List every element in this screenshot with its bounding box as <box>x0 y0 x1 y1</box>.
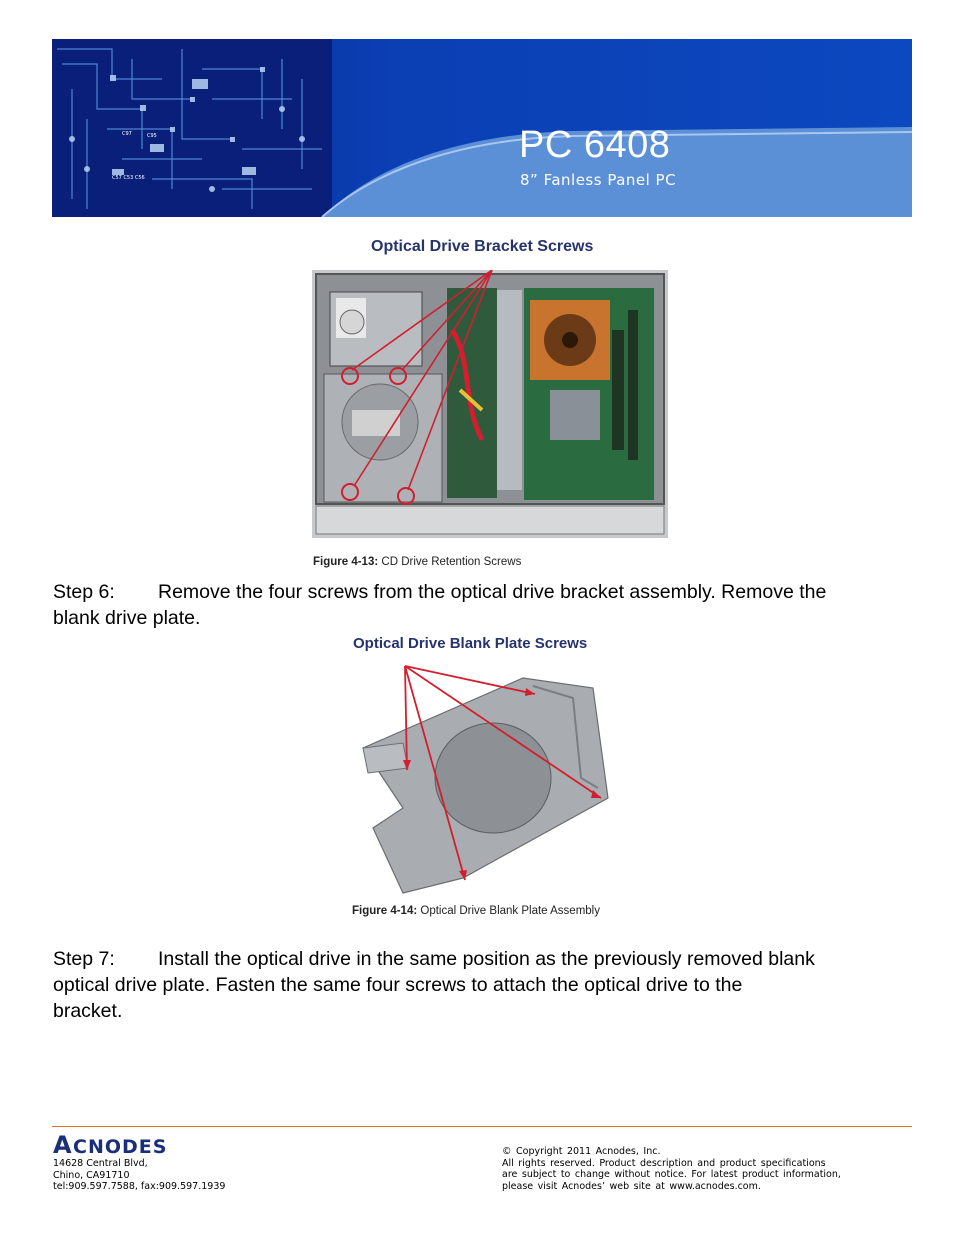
svg-text:A: A <box>53 1131 73 1157</box>
figure1-caption-text: CD Drive Retention Screws <box>378 556 522 568</box>
step6-line1: Remove the four screws from the optical drive bracket assembly. Remove the <box>158 581 827 603</box>
address-line: Chino, CA91710 <box>53 1169 130 1181</box>
step7-paragraph <box>53 946 815 1024</box>
svg-text:CNODES: CNODES <box>73 1136 168 1157</box>
step7-line2: optical drive plate. Fasten the same four screws to attach the optical drive to the <box>53 974 743 996</box>
svg-text:C57 C53 C56: C57 C53 C56 <box>112 175 145 181</box>
step6-paragraph <box>53 579 826 631</box>
figure2-caption-text: Optical Drive Blank Plate Assembly <box>417 905 600 917</box>
address-line: 14628 Central Blvd, <box>53 1158 148 1169</box>
copyright-line: © Copyright 2011 Acnodes, Inc. <box>502 1146 661 1157</box>
step7-line3: bracket. <box>53 1000 123 1022</box>
footer-rule <box>52 1126 912 1127</box>
step6-line2: blank drive plate. <box>53 607 201 629</box>
copyright-line: are subject to change without notice. For latest product information, <box>502 1169 841 1180</box>
figure2-heading: Optical Drive Blank Plate Screws <box>353 635 588 652</box>
address-line: tel:909.597.7588, fax:909.597.1939 <box>53 1181 226 1192</box>
svg-text:C97: C97 <box>122 131 132 137</box>
svg-text:C95: C95 <box>147 133 157 139</box>
step6-label: Step 6: <box>53 581 115 603</box>
figure1-caption <box>313 556 521 568</box>
page-subtitle: 8” Fanless Panel PC <box>520 171 677 189</box>
copyright-line: please visit Acnodes’ web site at www.acnodes.com. <box>502 1180 761 1192</box>
step7-label: Step 7: <box>53 948 115 970</box>
page-title: PC 6408 <box>519 124 671 166</box>
figure2-caption-label: Figure 4-14: <box>352 905 418 917</box>
figure1-heading: Optical Drive Bracket Screws <box>371 238 594 255</box>
copyright-notice <box>502 1146 872 1192</box>
acnodes-logo <box>53 1131 213 1157</box>
figure2-caption <box>352 905 600 917</box>
banner-wave <box>52 39 912 217</box>
company-address <box>53 1158 225 1193</box>
step7-line1: Install the optical drive in the same position as the previously removed blank <box>158 948 815 970</box>
cd-drive-retention-screws-photo <box>312 270 668 538</box>
blank-plate-assembly-photo <box>343 658 648 903</box>
header-banner <box>52 39 912 217</box>
figure1-caption-label: Figure 4-13: <box>313 556 379 568</box>
copyright-line: All rights reserved. Product description and product specifications <box>502 1157 826 1169</box>
